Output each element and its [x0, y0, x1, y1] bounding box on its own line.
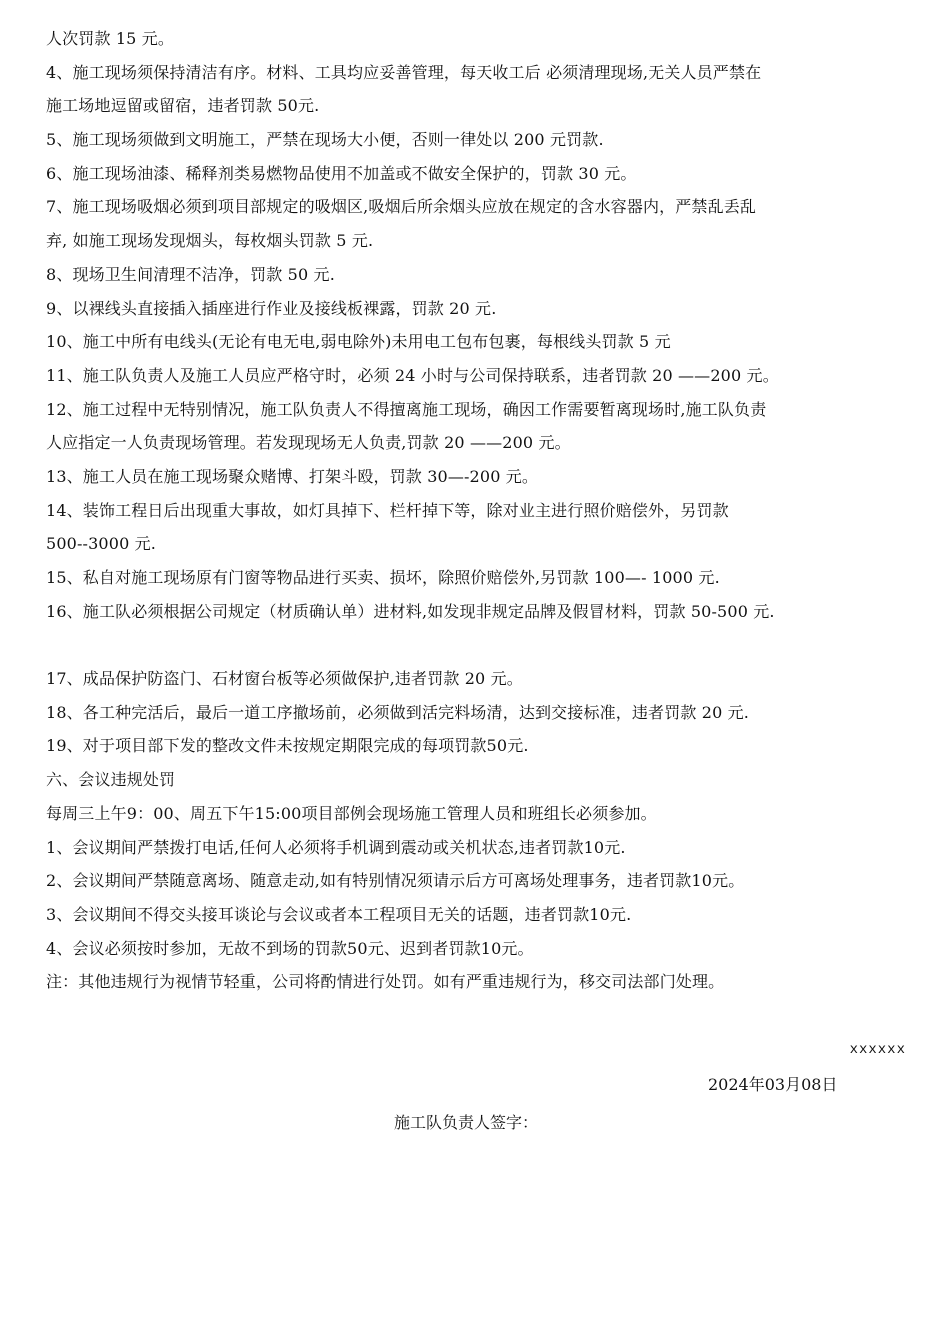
rules-body [46, 22, 918, 999]
text-line: 人次罚款 15 元。 [46, 29, 175, 48]
text-line: 6、施工现场油漆、稀释剂类易燃物品使用不加盖或不做安全保护的，罚款 30 元。 [46, 163, 637, 183]
text-line: 2、会议期间严禁随意离场、随意走动,如有特别情况须请示后方可离场处理事务，违者罚款10元。 [46, 871, 745, 891]
section-heading: 六、会议违规处罚 [46, 770, 176, 790]
text-line: 15、私自对施工现场原有门窗等物品进行买卖、损坏，除照价赔偿外,另罚款 100—- 1000 元. [46, 568, 720, 587]
text-line: 弃, 如施工现场发现烟头，每枚烟头罚款 5 元. [46, 231, 374, 251]
text-line: 5、施工现场须做到文明施工，严禁在现场大小便，否则一律处以 200 元罚款. [46, 130, 604, 150]
leader-signature-label: 施工队负责人签字： [394, 1113, 539, 1132]
note-line: 注：其他违规行为视情节轻重，公司将酌情进行处罚。如有严重违规行为，移交司法部门处理。 [46, 972, 725, 992]
text-line: 9、以裸线头直接插入插座进行作业及接线板裸露，罚款 20 元. [46, 298, 497, 318]
text-line: 1、会议期间严禁拨打电话,任何人必须将手机调到震动或关机状态,违者罚款10元. [46, 837, 626, 857]
text-line: 10、施工中所有电线头(无论有电无电,弱电除外)未用电工包布包裹，每根线头罚款 5 元 [46, 332, 671, 352]
text-line: 500--3000 元. [46, 534, 157, 554]
document-date: 2024年03月08日 [708, 1075, 838, 1094]
text-line: 17、成品保护防盗门、石材窗台板等必须做保护,违者罚款 20 元。 [46, 669, 523, 689]
text-line: 人应指定一人负责现场管理。若发现现场无人负责,罚款 20 ——200 元。 [46, 433, 571, 453]
text-line: 4、会议必须按时参加，无故不到场的罚款50元、迟到者罚款10元。 [46, 938, 534, 958]
text-line: 12、施工过程中无特别情况，施工队负责人不得擅离施工现场，确因工作需要暂离现场时,施工队负责 [46, 399, 767, 419]
text-line: 7、施工现场吸烟必须到项目部规定的吸烟区,吸烟后所余烟头应放在规定的含水容器内，严禁乱丢乱 [46, 197, 757, 217]
blank-line [46, 628, 918, 662]
text-line: 每周三上午9：00、周五下午15:00项目部例会现场施工管理人员和班组长必须参加。 [46, 803, 657, 823]
text-line: 11、施工队负责人及施工人员应严格守时，必须 24 小时与公司保持联系，违者罚款 20 ——200 元。 [46, 365, 779, 385]
company-name: xxxxxx [849, 1042, 906, 1058]
text-line: 3、会议期间不得交头接耳谈论与会议或者本工程项目无关的话题，违者罚款10元. [46, 904, 632, 924]
text-line: 19、对于项目部下发的整改文件未按规定期限完成的每项罚款50元. [46, 736, 529, 756]
text-line: 18、各工种完活后，最后一道工序撤场前，必须做到活完料场清，达到交接标准，违者罚款 20 元. [46, 702, 750, 722]
text-line: 4、施工现场须保持清洁有序。材料、工具均应妥善管理，每天收工后 必须清理现场,无关人员严禁在 [46, 62, 762, 82]
text-line: 16、施工队必须根据公司规定（材质确认单）进材料,如发现非规定品牌及假冒材料，罚款 50-500 元. [46, 601, 775, 621]
text-line: 13、施工人员在施工现场聚众赌博、打架斗殴，罚款 30—-200 元。 [46, 466, 539, 486]
text-line: 施工场地逗留或留宿，违者罚款 50元. [46, 96, 320, 116]
text-line: 8、现场卫生间清理不洁净，罚款 50 元. [46, 264, 335, 284]
text-line: 14、装饰工程日后出现重大事故，如灯具掉下、栏杆掉下等，除对业主进行照价赔偿外，另罚款 [46, 500, 729, 520]
